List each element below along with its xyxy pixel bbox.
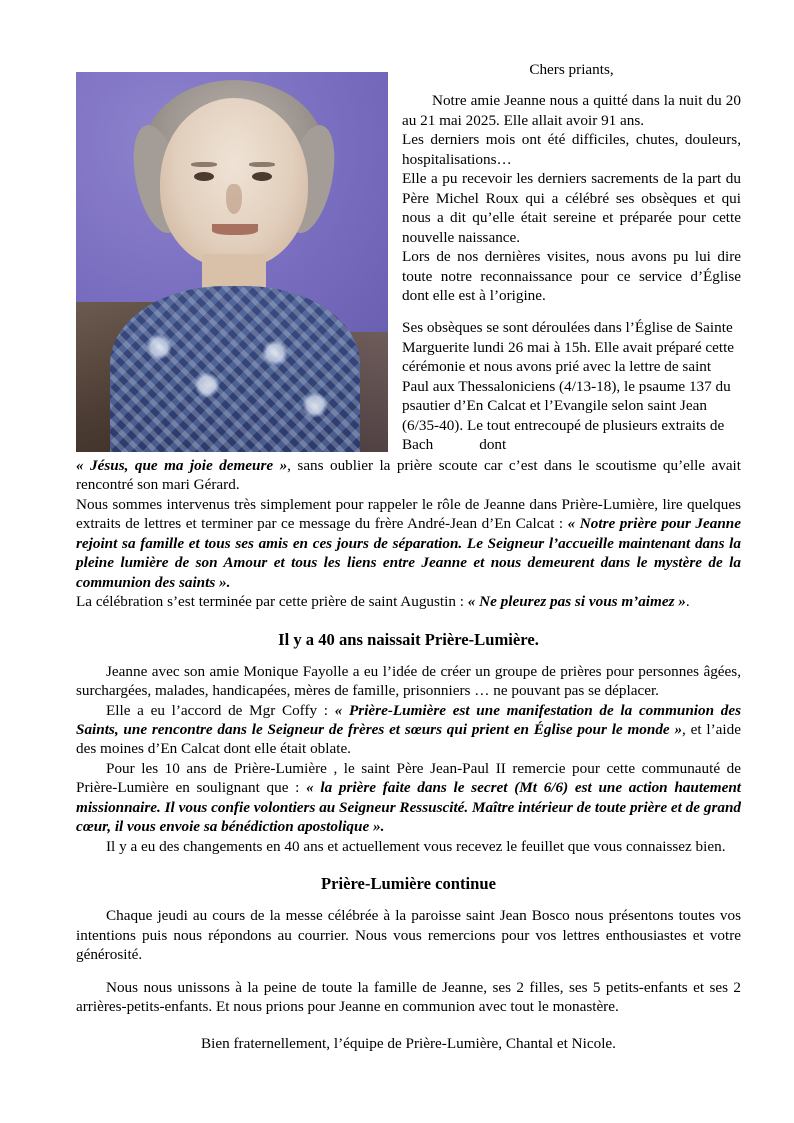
augustin-quote: « Ne pleurez pas si vous m’aimez » [467, 593, 686, 611]
photo-flower [262, 340, 288, 366]
paragraph-idea: Jeanne avec son amie Monique Fayolle a eu l’idée de créer un groupe de prières pour personnes âgées, surchargées, malades, handicapées, mères de famille, prisonniers … ne pouvant pas se déplacer. [76, 662, 741, 700]
jp2-quote: « la prière faite dans le secret (Mt 6/6) est une action hautement missionnaire. Il vous confie volontiers au Seigneur Ressuscité. Maître intérieur de toute prière et de grand cœur, il vous envoie sa bénédiction apostolique ». [76, 779, 741, 836]
role-paragraph [76, 495, 741, 592]
heading-40-ans: Il y a 40 ans naissait Prière-Lumière. [278, 629, 539, 649]
coffy-lead: Elle a eu l’accord de Mgr Coffy : [106, 701, 335, 719]
augustin-paragraph [76, 592, 741, 611]
paragraph-jean-paul-ii [76, 759, 741, 837]
portrait-photo [76, 72, 388, 452]
funeral-text: Ses obsèques se sont déroulées dans l’Église de Sainte Marguerite lundi 26 mai à 15h. Elle avait préparé cette cérémonie et nous avons prié avec la lettre de saint Paul aux Thessaloniciens (4/13-18), le psaume 137 du psautier d’En Calcat et l’Evangile selon saint Jean (6/35-40). Le tout entrecoupé de plusieurs extraits de Bach [402, 319, 735, 454]
jp2-lead: Pour les 10 ans de Prière-Lumière , le saint Père Jean-Paul II remercie pour cette communauté de Prière-Lumière en soulignant que : [76, 759, 741, 797]
augustin-lead: La célébration s’est terminée par cette prière de saint Augustin : [76, 593, 468, 611]
photo-brow-right [249, 162, 275, 167]
photo-mouth [212, 224, 258, 235]
heading-priere-lumiere-continue: Prière-Lumière continue [321, 874, 496, 894]
augustin-after: . [685, 593, 690, 611]
bach-quote: « Jésus, que ma joie demeure » [76, 457, 288, 474]
paragraph-family: Nous nous unissons à la peine de toute la famille de Jeanne, ses 2 filles, ses 5 petits-enfants et ses 2 arrières-petits-enfants. Et nous prions pour Jeanne en communion avec tout le monastère. [76, 978, 741, 1015]
paragraph-thursday: Chaque jeudi au cours de la messe célébrée à la paroisse saint Jean Bosco nous présentons toutes vos intentions puis nous répondons au courrier. Nous vous remercions pour vos lettres enthousiastes et votre générosité. [76, 907, 741, 964]
role-quote: « Notre prière pour Jeanne rejoint sa famille et tous ses amis en ces jours de séparation. Le Seigneur l’accueille maintenant dans la pleine lumière de son Amour et tous les liens entre Jeanne et nous demeurent dans le mystère de la communion des saints ». [76, 515, 741, 591]
bach-tail-lead: dont [479, 436, 507, 454]
bach-paragraph [76, 456, 741, 495]
paragraph-coffy [76, 701, 741, 759]
paragraph-changes: Il y a eu des changements en 40 ans et actuellement vous recevez le feuillet que vous connaissez bien. [106, 837, 726, 855]
intro-paragraph-1: Notre amie Jeanne nous a quitté dans la nuit du 20 au 21 mai 2025. Elle allait avoir 91 ans. [402, 92, 741, 129]
photo-flower [194, 372, 220, 398]
photo-floral-blouse [110, 286, 360, 452]
paragraph-spacer [76, 965, 741, 978]
photo-eye-left [194, 172, 214, 181]
coffy-quote: « Prière-Lumière est une manifestation de la communion des Saints, une rencontre dans le Seigneur de frères et sœurs qui prient en Église pour le monde » [76, 701, 741, 738]
photo-flower [146, 334, 172, 360]
coffy-after: , et l’aide des moines d’En Calcat dont elle était oblate. [76, 720, 741, 758]
photo-face [160, 98, 308, 268]
intro-paragraph-4: Lors de nos dernières visites, nous avons pu lui dire toute notre reconnaissance pour ce service d’Église dont elle est à l’origine. [402, 248, 741, 304]
greeting-line: Chers priants, [529, 61, 614, 78]
intro-paragraph-2: Les derniers mois ont été difficiles, chutes, douleurs, hospitalisations… [402, 131, 741, 168]
bach-after: , sans oublier la prière scoute car c’est dans le scoutisme qu’elle avait rencontré son mari Gérard. [76, 457, 741, 494]
intro-paragraph-3: Elle a pu recevoir les derniers sacrements de la part du Père Michel Roux qui a célébré ses obsèques et qui nous a dit qu’elle était sereine et préparée pour cette nouvelle naissance. [402, 170, 741, 246]
photo-flower [302, 392, 328, 418]
photo-eye-right [252, 172, 272, 181]
role-lead: Nous sommes intervenus très simplement pour rappeler le rôle de Jeanne dans Prière-Lumière, lire quelques extraits de lettres et terminer par ce message du frère André-Jean d’En Calcat : [76, 495, 741, 533]
signature-line: Bien fraternellement, l’équipe de Prière-Lumière, Chantal et Nicole. [201, 1035, 616, 1053]
photo-nose [226, 184, 242, 214]
photo-brow-left [191, 162, 217, 167]
